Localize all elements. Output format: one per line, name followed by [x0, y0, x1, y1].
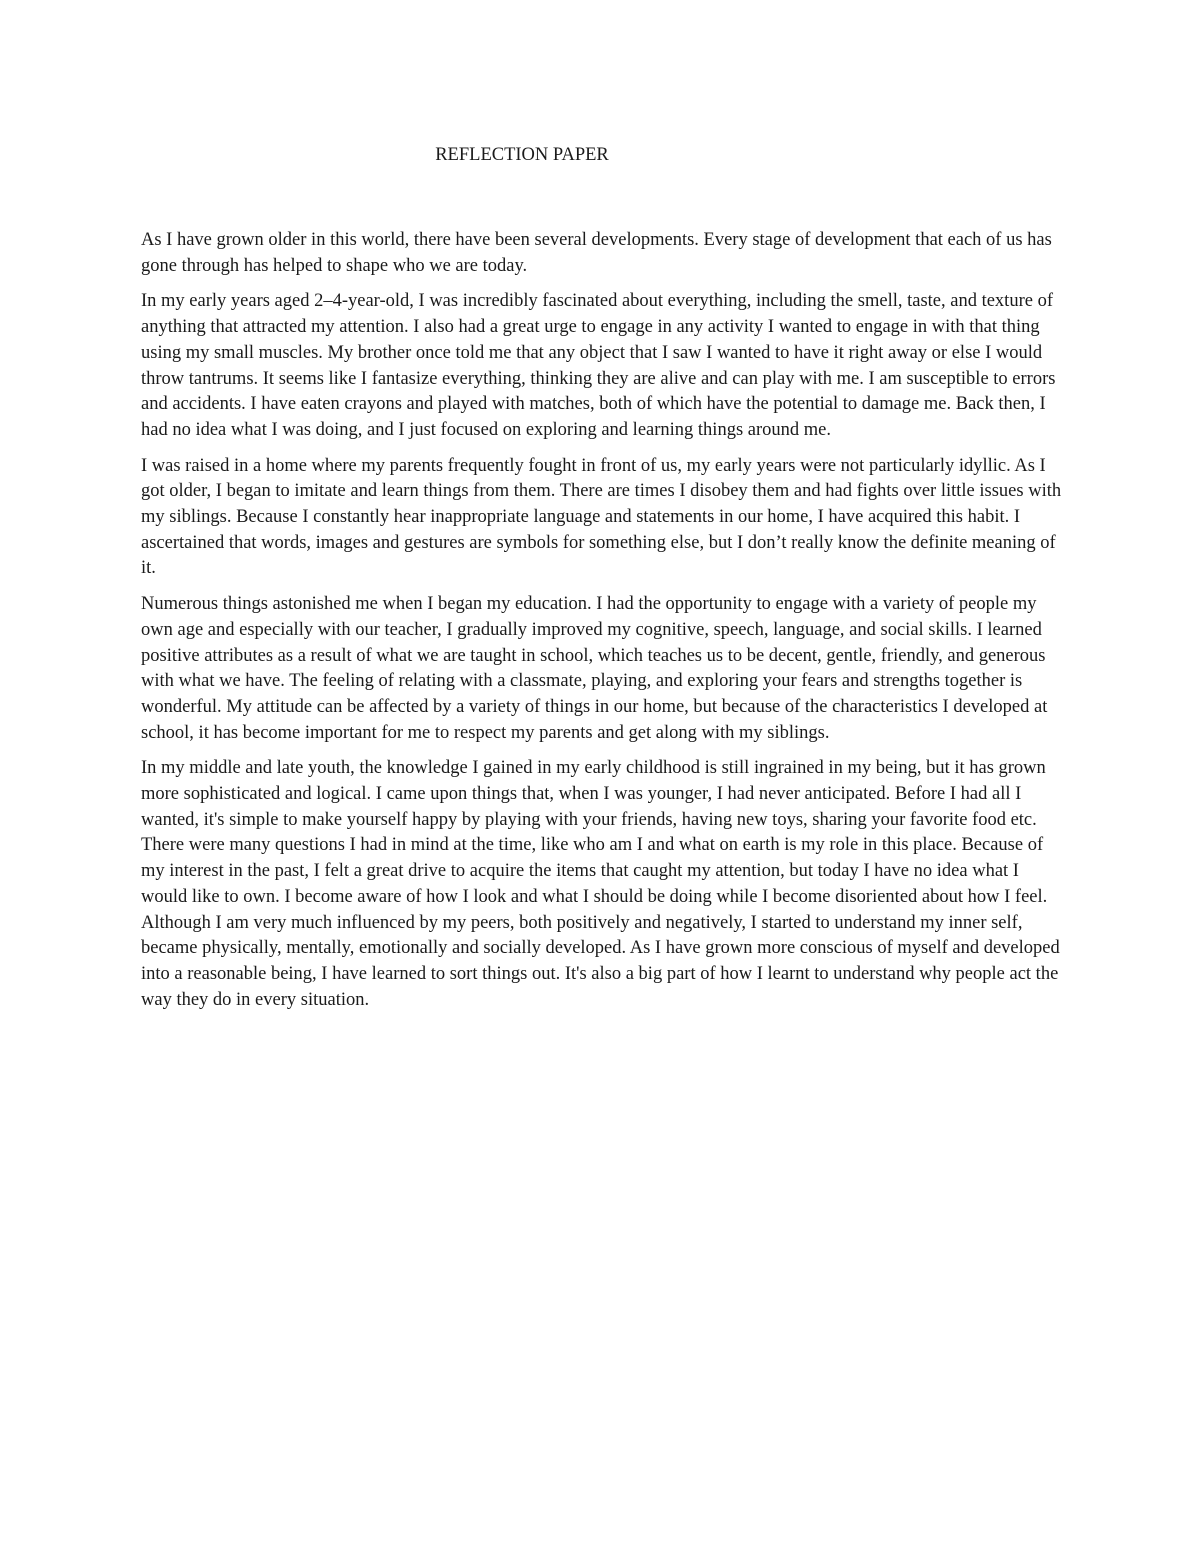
paragraph-3: I was raised in a home where my parents frequently fought in front of us, my early years were not particularly idyllic. As I got older, I began to imitate and learn things from them. There are times I disobey them and had fights over little issues with my siblings. Because I constantly hear inappropriate language and statements in our home, I have acquired this habit. I ascertained that words, images and gestures are symbols for something else, but I don’t really know the definite meaning of it. [141, 455, 1062, 579]
document-title: REFLECTION PAPER [435, 145, 609, 165]
paragraph-4: Numerous things astonished me when I began my education. I had the opportunity to engage with a variety of people my own age and especially with our teacher, I gradually improved my cognitive, speech, language, and social skills. I learned positive attributes as a result of what we are taught in school, which teaches us to be decent, gentle, friendly, and generous with what we have. The feeling of relating with a classmate, playing, and exploring your fears and strengths together is wonderful. My attitude can be affected by a variety of things in our home, but because of the characteristics I developed at school, it has become important for me to respect my parents and get along with my siblings. [141, 594, 1048, 743]
paragraph-5: In my middle and late youth, the knowledge I gained in my early childhood is still ingrained in my being, but it has grown more sophisticated and logical. I came upon things that, when I was younger, I had never anticipated. Before I had all I wanted, it's simple to make yourself happy by playing with your friends, having new toys, sharing your favorite food etc. There were many questions I had in mind at the time, like who am I and what on earth is my role in this place. Because of my interest in the past, I felt a great drive to acquire the items that caught my attention, but today I have no idea what I would like to own. I become aware of how I look and what I should be doing while I become disoriented about how I feel. Although I am very much influenced by my peers, both positively and negatively, I started to understand my inner self, became physically, mentally, emotionally and socially developed. As I have grown more conscious of myself and developed into a reasonable being, I have learned to sort things out. It's also a big part of how I learnt to understand why people act the way they do in every situation. [141, 758, 1060, 1010]
document-body [141, 228, 1063, 1023]
paragraph-2: In my early years aged 2–4-year-old, I was incredibly fascinated about everything, including the smell, taste, and texture of anything that attracted my attention. I also had a great urge to engage in any activity I wanted to engage in with that thing using my small muscles. My brother once told me that any object that I saw I wanted to have it right away or else I would throw tantrums. It seems like I fantasize everything, thinking they are alive and can play with me. I am susceptible to errors and accidents. I have eaten crayons and played with matches, both of which have the potential to damage me. Back then, I had no idea what I was doing, and I just focused on exploring and learning things around me. [141, 291, 1056, 440]
paragraph-1: As I have grown older in this world, there have been several developments. Every stage of development that each of us has gone through has helped to shape who we are today. [141, 230, 1052, 276]
